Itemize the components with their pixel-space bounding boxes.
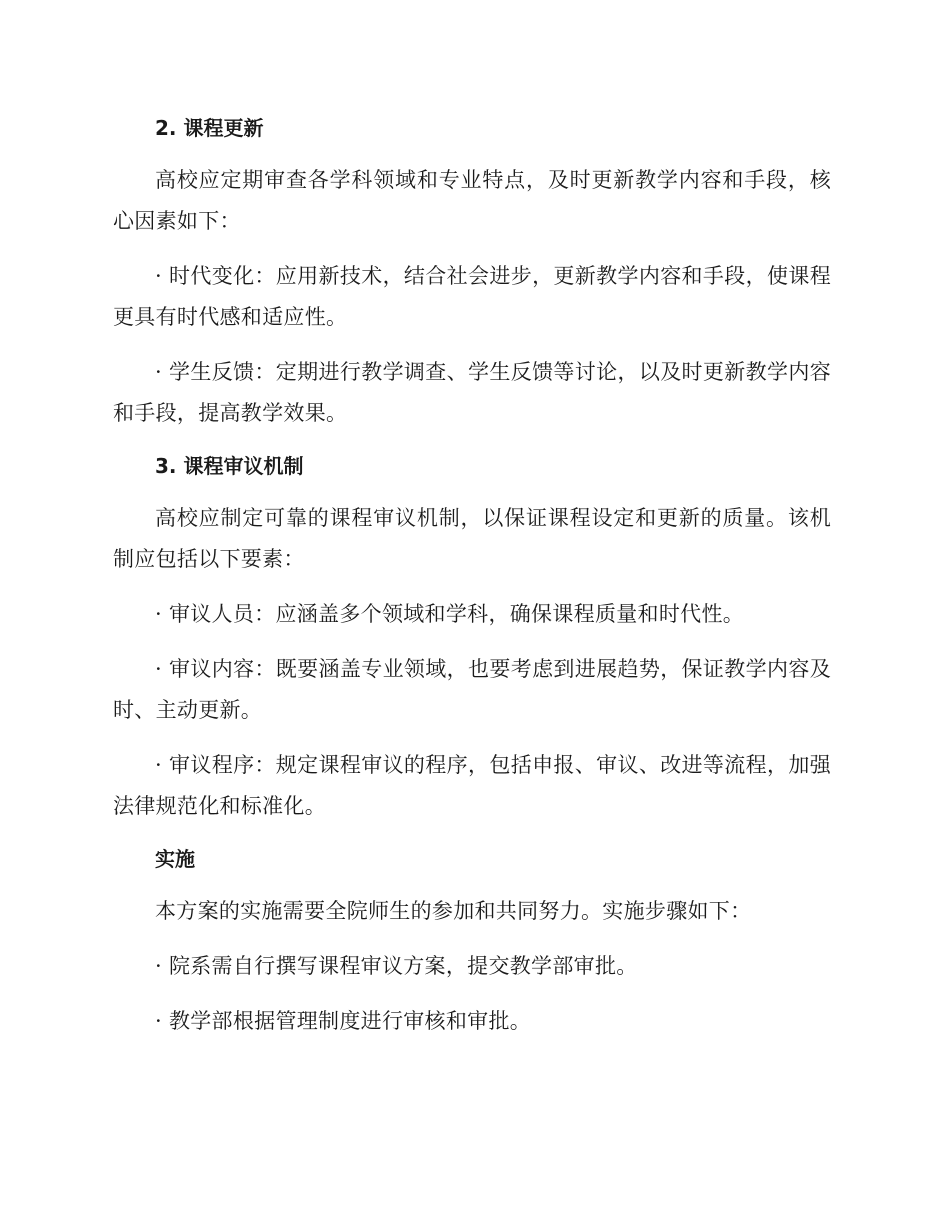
section-heading-implementation: 实施 (155, 847, 195, 871)
paragraph-bullet-review-procedure: · 审议程序：规定课程审议的程序，包括申报、审议、改进等流程，加强法律规范化和标准化。 (113, 753, 831, 818)
section-heading-review-mechanism: 3. 课程审议机制 (155, 454, 304, 478)
paragraph-bullet-student-feedback: · 学生反馈：定期进行教学调查、学生反馈等讨论，以及时更新教学内容和手段，提高教学效果。 (113, 360, 831, 425)
paragraph-bullet-review-content: · 审议内容：既要涵盖专业领域，也要考虑到进展趋势，保证教学内容及时、主动更新。 (113, 657, 831, 722)
paragraph-bullet-review-personnel: · 审议人员：应涵盖多个领域和学科，确保课程质量和时代性。 (155, 602, 745, 626)
paragraph-intro-implementation: 本方案的实施需要全院师生的参加和共同努力。实施步骤如下： (155, 899, 752, 923)
paragraph-bullet-department-proposal: · 院系需自行撰写课程审议方案，提交教学部审批。 (155, 954, 638, 978)
paragraph-bullet-teaching-dept-review: · 教学部根据管理制度进行审核和审批。 (155, 1009, 532, 1033)
paragraph-intro-course-update: 高校应定期审查各学科领域和专业特点，及时更新教学内容和手段，核心因素如下： (113, 168, 831, 233)
paragraph-bullet-era-change: · 时代变化：应用新技术，结合社会进步，更新教学内容和手段，使课程更具有时代感和适应性。 (113, 264, 831, 329)
paragraph-intro-review-mechanism: 高校应制定可靠的课程审议机制，以保证课程设定和更新的质量。该机制应包括以下要素： (113, 506, 831, 571)
document-body (113, 110, 831, 1056)
section-heading-course-update: 2. 课程更新 (155, 116, 264, 140)
